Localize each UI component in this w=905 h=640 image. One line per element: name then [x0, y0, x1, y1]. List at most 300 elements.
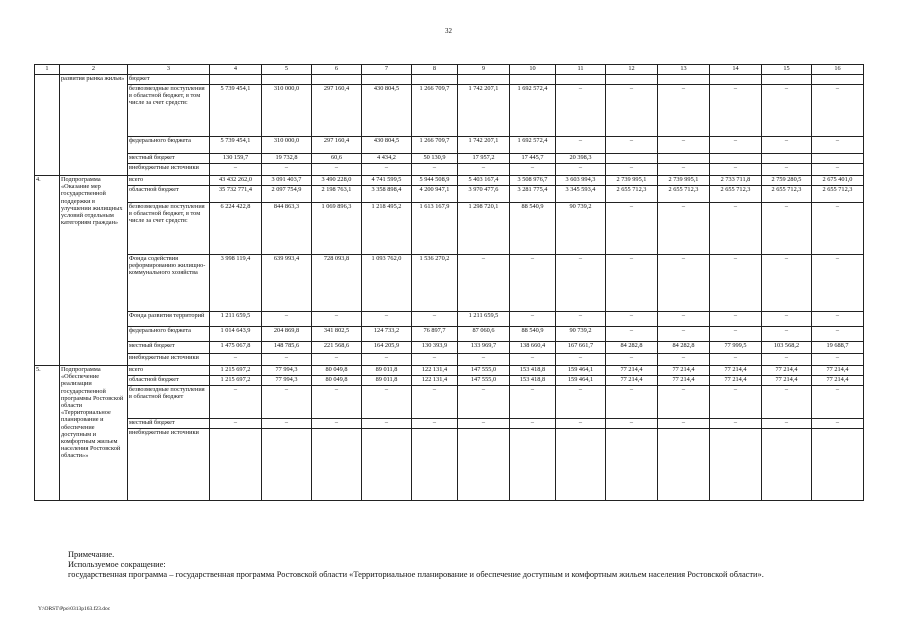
table-row: [35, 366, 864, 376]
amount-cell: 122 131,4: [412, 366, 458, 376]
amount-cell: 77 214,4: [658, 376, 710, 386]
funding-source: внебюджетные источники: [128, 429, 210, 501]
amount-cell: –: [412, 354, 458, 366]
column-number: 13: [658, 65, 710, 75]
amount-cell: 50 130,9: [412, 154, 458, 164]
amount-cell: –: [658, 386, 710, 419]
amount-cell: 103 568,2: [762, 342, 812, 354]
amount-cell: 3 490 228,0: [312, 176, 362, 186]
amount-cell: –: [262, 354, 312, 366]
amount-cell: 1 742 207,1: [458, 137, 510, 154]
amount-cell: [762, 154, 812, 164]
amount-cell: [658, 154, 710, 164]
amount-cell: –: [812, 312, 864, 327]
amount-cell: 1 475 067,8: [210, 342, 262, 354]
amount-cell: 159 464,1: [556, 376, 606, 386]
column-number: 5: [262, 65, 312, 75]
amount-cell: –: [812, 203, 864, 255]
column-number: 3: [128, 65, 210, 75]
financing-table: [34, 64, 864, 501]
amount-cell: [510, 429, 556, 501]
table-row: [35, 154, 864, 164]
amount-cell: –: [312, 312, 362, 327]
table-row: [35, 429, 864, 501]
amount-cell: 430 804,5: [362, 85, 412, 137]
funding-source: местный бюджет: [128, 342, 210, 354]
funding-source: безвозмездные поступления в областной бюджет, в том числе за счет средств:: [128, 85, 210, 137]
table-row: [35, 164, 864, 176]
amount-cell: 1 692 572,4: [510, 85, 556, 137]
amount-cell: 17 445,7: [510, 154, 556, 164]
amount-cell: 639 993,4: [262, 255, 312, 312]
funding-source: федерального бюджета: [128, 327, 210, 342]
amount-cell: –: [458, 354, 510, 366]
amount-cell: 1 692 572,4: [510, 137, 556, 154]
amount-cell: –: [458, 164, 510, 176]
amount-cell: –: [510, 255, 556, 312]
funding-source: местный бюджет: [128, 154, 210, 164]
amount-cell: [262, 75, 312, 85]
amount-cell: 6 224 422,8: [210, 203, 262, 255]
amount-cell: 1 069 896,3: [312, 203, 362, 255]
amount-cell: –: [762, 419, 812, 429]
amount-cell: 1 215 697,2: [210, 376, 262, 386]
amount-cell: 122 131,4: [412, 376, 458, 386]
column-number: 6: [312, 65, 362, 75]
amount-cell: 77 999,5: [710, 342, 762, 354]
amount-cell: 3 508 976,7: [510, 176, 556, 186]
amount-cell: 1 536 270,2: [412, 255, 458, 312]
amount-cell: 124 733,2: [362, 327, 412, 342]
amount-cell: –: [812, 85, 864, 137]
table-row: [35, 85, 864, 137]
amount-cell: 153 418,8: [510, 376, 556, 386]
program-name: развития рынка жилья»: [60, 75, 128, 176]
table-row: [35, 176, 864, 186]
funding-source: федерального бюджета: [128, 137, 210, 154]
amount-cell: 3 603 994,3: [556, 176, 606, 186]
amount-cell: 2 655 712,3: [658, 186, 710, 203]
amount-cell: [710, 75, 762, 85]
amount-cell: [812, 429, 864, 501]
table-row: [35, 203, 864, 255]
amount-cell: [606, 154, 658, 164]
amount-cell: [812, 154, 864, 164]
amount-cell: –: [710, 386, 762, 419]
amount-cell: –: [606, 164, 658, 176]
amount-cell: [812, 75, 864, 85]
funding-source: всего: [128, 176, 210, 186]
amount-cell: –: [606, 354, 658, 366]
amount-cell: [556, 75, 606, 85]
amount-cell: –: [458, 386, 510, 419]
amount-cell: 88 540,9: [510, 203, 556, 255]
amount-cell: 2 733 711,8: [710, 176, 762, 186]
amount-cell: [458, 429, 510, 501]
amount-cell: 89 011,8: [362, 376, 412, 386]
amount-cell: 60,6: [312, 154, 362, 164]
amount-cell: –: [658, 419, 710, 429]
amount-cell: 4 200 947,1: [412, 186, 458, 203]
amount-cell: 77 214,4: [606, 376, 658, 386]
item-number: [35, 75, 60, 176]
file-path-footer: Y:\ORST\Ppo\0313p163.f23.doc: [38, 606, 111, 612]
amount-cell: 2 655 712,3: [762, 186, 812, 203]
funding-source: всего: [128, 366, 210, 376]
amount-cell: –: [210, 164, 262, 176]
column-number: 16: [812, 65, 864, 75]
amount-cell: 1 093 762,0: [362, 255, 412, 312]
amount-cell: 147 555,0: [458, 366, 510, 376]
note-subtitle: Используемое сокращение:: [68, 560, 166, 569]
amount-cell: –: [812, 354, 864, 366]
funding-source: Фонда развития территорий: [128, 312, 210, 327]
amount-cell: 76 897,7: [412, 327, 458, 342]
amount-cell: 1 266 709,7: [412, 85, 458, 137]
amount-cell: 77 994,3: [262, 376, 312, 386]
amount-cell: [606, 429, 658, 501]
amount-cell: 77 214,4: [762, 376, 812, 386]
item-number: 4.: [35, 176, 60, 366]
note-text: государственная программа – государственная программа Ростовской области «Территориальное планирование и обеспечение доступным и комфортным жильем населения Ростовской области».: [68, 570, 764, 579]
amount-cell: –: [210, 419, 262, 429]
table-row: [35, 327, 864, 342]
amount-cell: –: [710, 327, 762, 342]
amount-cell: –: [710, 419, 762, 429]
amount-cell: –: [412, 386, 458, 419]
funding-source: безвозмездные поступления в областной бюджет: [128, 386, 210, 419]
amount-cell: 77 214,4: [812, 366, 864, 376]
funding-source: областной бюджет: [128, 376, 210, 386]
amount-cell: –: [762, 255, 812, 312]
amount-cell: –: [606, 327, 658, 342]
amount-cell: 1 218 495,2: [362, 203, 412, 255]
table-row: [35, 354, 864, 366]
amount-cell: 3 970 477,6: [458, 186, 510, 203]
amount-cell: 19 732,8: [262, 154, 312, 164]
amount-cell: –: [812, 386, 864, 419]
amount-cell: 77 214,4: [658, 366, 710, 376]
amount-cell: 153 418,8: [510, 366, 556, 376]
amount-cell: 80 049,8: [312, 376, 362, 386]
amount-cell: 167 661,7: [556, 342, 606, 354]
amount-cell: [412, 75, 458, 85]
amount-cell: 77 214,4: [710, 376, 762, 386]
amount-cell: 84 282,8: [606, 342, 658, 354]
amount-cell: 43 432 262,0: [210, 176, 262, 186]
table-row: [35, 376, 864, 386]
column-number: 1: [35, 65, 60, 75]
amount-cell: –: [606, 255, 658, 312]
amount-cell: –: [556, 137, 606, 154]
column-number: 15: [762, 65, 812, 75]
amount-cell: –: [210, 354, 262, 366]
amount-cell: [658, 75, 710, 85]
amount-cell: –: [710, 312, 762, 327]
column-number: 8: [412, 65, 458, 75]
amount-cell: 77 994,3: [262, 366, 312, 376]
note-title: Примечание.: [68, 550, 115, 559]
amount-cell: 89 011,8: [362, 366, 412, 376]
amount-cell: 147 555,0: [458, 376, 510, 386]
funding-source: местный бюджет: [128, 419, 210, 429]
amount-cell: 4 741 599,5: [362, 176, 412, 186]
amount-cell: 844 863,3: [262, 203, 312, 255]
amount-cell: –: [658, 255, 710, 312]
program-name: Подпрограмма «Оказание мер государственной поддержки в улучшении жилищных условий отдельным категориям граждан»: [60, 176, 128, 366]
amount-cell: –: [262, 312, 312, 327]
amount-cell: 148 785,6: [262, 342, 312, 354]
amount-cell: 159 464,1: [556, 366, 606, 376]
amount-cell: 341 802,5: [312, 327, 362, 342]
amount-cell: –: [556, 85, 606, 137]
amount-cell: 20 398,3: [556, 154, 606, 164]
amount-cell: 77 214,4: [606, 366, 658, 376]
amount-cell: [762, 75, 812, 85]
column-number: 11: [556, 65, 606, 75]
column-number: 14: [710, 65, 762, 75]
amount-cell: –: [510, 386, 556, 419]
amount-cell: –: [262, 419, 312, 429]
amount-cell: 3 345 593,4: [556, 186, 606, 203]
amount-cell: –: [510, 354, 556, 366]
amount-cell: –: [658, 164, 710, 176]
column-number: 4: [210, 65, 262, 75]
amount-cell: 84 282,8: [658, 342, 710, 354]
amount-cell: [362, 75, 412, 85]
amount-cell: –: [762, 164, 812, 176]
table-row: [35, 386, 864, 419]
funding-source: бюджет: [128, 75, 210, 85]
amount-cell: 130 393,9: [412, 342, 458, 354]
amount-cell: –: [458, 419, 510, 429]
amount-cell: –: [606, 419, 658, 429]
amount-cell: 130 159,7: [210, 154, 262, 164]
amount-cell: –: [812, 255, 864, 312]
amount-cell: 5 739 454,1: [210, 137, 262, 154]
note-block: [68, 550, 868, 580]
amount-cell: [710, 154, 762, 164]
amount-cell: 430 804,5: [362, 137, 412, 154]
table-row: [35, 186, 864, 203]
amount-cell: –: [658, 85, 710, 137]
amount-cell: –: [556, 419, 606, 429]
amount-cell: 88 540,9: [510, 327, 556, 342]
amount-cell: 164 205,9: [362, 342, 412, 354]
amount-cell: –: [762, 137, 812, 154]
column-number: 12: [606, 65, 658, 75]
amount-cell: [458, 75, 510, 85]
amount-cell: 310 000,0: [262, 85, 312, 137]
amount-cell: 77 214,4: [812, 376, 864, 386]
amount-cell: –: [362, 386, 412, 419]
amount-cell: 2 739 995,1: [658, 176, 710, 186]
amount-cell: 2 097 754,9: [262, 186, 312, 203]
amount-cell: [362, 429, 412, 501]
amount-cell: 77 214,4: [762, 366, 812, 376]
amount-cell: [606, 75, 658, 85]
amount-cell: 728 093,8: [312, 255, 362, 312]
amount-cell: 19 688,7: [812, 342, 864, 354]
amount-cell: 1 211 659,5: [210, 312, 262, 327]
amount-cell: [312, 429, 362, 501]
column-number: 2: [60, 65, 128, 75]
amount-cell: –: [556, 164, 606, 176]
amount-cell: –: [510, 312, 556, 327]
amount-cell: –: [812, 419, 864, 429]
amount-cell: [556, 429, 606, 501]
amount-cell: 2 655 712,3: [710, 186, 762, 203]
amount-cell: 2 759 280,5: [762, 176, 812, 186]
amount-cell: –: [710, 85, 762, 137]
amount-cell: 90 739,2: [556, 203, 606, 255]
amount-cell: 1 211 659,5: [458, 312, 510, 327]
table-row: [35, 137, 864, 154]
table-row: [35, 255, 864, 312]
amount-cell: [710, 429, 762, 501]
amount-cell: 35 732 771,4: [210, 186, 262, 203]
column-number: 7: [362, 65, 412, 75]
amount-cell: –: [762, 85, 812, 137]
amount-cell: 77 214,4: [710, 366, 762, 376]
amount-cell: –: [210, 386, 262, 419]
amount-cell: –: [710, 354, 762, 366]
table-row: [35, 342, 864, 354]
amount-cell: –: [362, 312, 412, 327]
amount-cell: 3 998 119,4: [210, 255, 262, 312]
amount-cell: –: [762, 327, 812, 342]
funding-source: Фонда содействия реформированию жилищно-коммунального хозяйства: [128, 255, 210, 312]
column-number: 9: [458, 65, 510, 75]
table-row: [35, 75, 864, 85]
amount-cell: –: [312, 419, 362, 429]
funding-source: областной бюджет: [128, 186, 210, 203]
amount-cell: [510, 75, 556, 85]
amount-cell: –: [710, 164, 762, 176]
amount-cell: –: [658, 203, 710, 255]
amount-cell: –: [458, 255, 510, 312]
amount-cell: –: [262, 386, 312, 419]
amount-cell: [210, 75, 262, 85]
amount-cell: 3 091 403,7: [262, 176, 312, 186]
amount-cell: 5 403 167,4: [458, 176, 510, 186]
amount-cell: 221 568,6: [312, 342, 362, 354]
amount-cell: 2 655 712,3: [606, 186, 658, 203]
amount-cell: –: [556, 312, 606, 327]
amount-cell: –: [658, 354, 710, 366]
amount-cell: 297 160,4: [312, 137, 362, 154]
amount-cell: –: [710, 203, 762, 255]
amount-cell: 310 000,0: [262, 137, 312, 154]
amount-cell: 1 742 207,1: [458, 85, 510, 137]
amount-cell: –: [658, 327, 710, 342]
amount-cell: –: [762, 386, 812, 419]
amount-cell: –: [412, 419, 458, 429]
amount-cell: –: [412, 164, 458, 176]
amount-cell: –: [658, 312, 710, 327]
amount-cell: –: [362, 354, 412, 366]
amount-cell: 1 298 720,1: [458, 203, 510, 255]
amount-cell: 204 869,8: [262, 327, 312, 342]
amount-cell: [262, 429, 312, 501]
amount-cell: 138 660,4: [510, 342, 556, 354]
amount-cell: [210, 429, 262, 501]
amount-cell: –: [812, 327, 864, 342]
amount-cell: 2 198 763,1: [312, 186, 362, 203]
amount-cell: 133 969,7: [458, 342, 510, 354]
amount-cell: –: [556, 354, 606, 366]
amount-cell: –: [812, 137, 864, 154]
table-row: [35, 419, 864, 429]
funding-source: внебюджетные источники: [128, 164, 210, 176]
amount-cell: 17 957,2: [458, 154, 510, 164]
amount-cell: [762, 429, 812, 501]
amount-cell: –: [556, 386, 606, 419]
amount-cell: –: [510, 164, 556, 176]
program-name: Подпрограмма «Обеспечение реализации государственной программы Ростовской области «Территориальное планирование и обеспечение доступным и комфортным жильем населения Ростовской области»»: [60, 366, 128, 501]
amount-cell: –: [606, 203, 658, 255]
header-row: [35, 65, 864, 75]
amount-cell: 5 739 454,1: [210, 85, 262, 137]
amount-cell: –: [606, 312, 658, 327]
column-number: 10: [510, 65, 556, 75]
amount-cell: –: [312, 354, 362, 366]
amount-cell: 3 358 898,4: [362, 186, 412, 203]
amount-cell: –: [762, 203, 812, 255]
amount-cell: 2 675 401,0: [812, 176, 864, 186]
amount-cell: 1 266 709,7: [412, 137, 458, 154]
item-number: 5.: [35, 366, 60, 501]
amount-cell: –: [362, 419, 412, 429]
funding-source: внебюджетные источники: [128, 354, 210, 366]
amount-cell: –: [606, 386, 658, 419]
amount-cell: 1 613 167,9: [412, 203, 458, 255]
amount-cell: 4 434,2: [362, 154, 412, 164]
amount-cell: [412, 429, 458, 501]
amount-cell: –: [710, 255, 762, 312]
amount-cell: [312, 75, 362, 85]
amount-cell: –: [556, 255, 606, 312]
amount-cell: 1 215 697,2: [210, 366, 262, 376]
amount-cell: 5 944 508,9: [412, 176, 458, 186]
amount-cell: 80 049,8: [312, 366, 362, 376]
amount-cell: 3 281 775,4: [510, 186, 556, 203]
amount-cell: –: [812, 164, 864, 176]
amount-cell: –: [762, 354, 812, 366]
amount-cell: –: [710, 137, 762, 154]
funding-source: безвозмездные поступления в областной бюджет, в том числе за счет средств:: [128, 203, 210, 255]
amount-cell: –: [510, 419, 556, 429]
amount-cell: –: [606, 137, 658, 154]
amount-cell: –: [762, 312, 812, 327]
amount-cell: –: [262, 164, 312, 176]
amount-cell: [658, 429, 710, 501]
amount-cell: 87 060,6: [458, 327, 510, 342]
amount-cell: –: [658, 137, 710, 154]
amount-cell: 2 655 712,3: [812, 186, 864, 203]
amount-cell: 90 739,2: [556, 327, 606, 342]
amount-cell: 1 014 643,9: [210, 327, 262, 342]
table-row: [35, 312, 864, 327]
amount-cell: 2 739 995,1: [606, 176, 658, 186]
page-number: 32: [445, 27, 452, 35]
amount-cell: 297 160,4: [312, 85, 362, 137]
amount-cell: –: [606, 85, 658, 137]
amount-cell: –: [312, 386, 362, 419]
amount-cell: –: [362, 164, 412, 176]
amount-cell: –: [412, 312, 458, 327]
amount-cell: –: [312, 164, 362, 176]
